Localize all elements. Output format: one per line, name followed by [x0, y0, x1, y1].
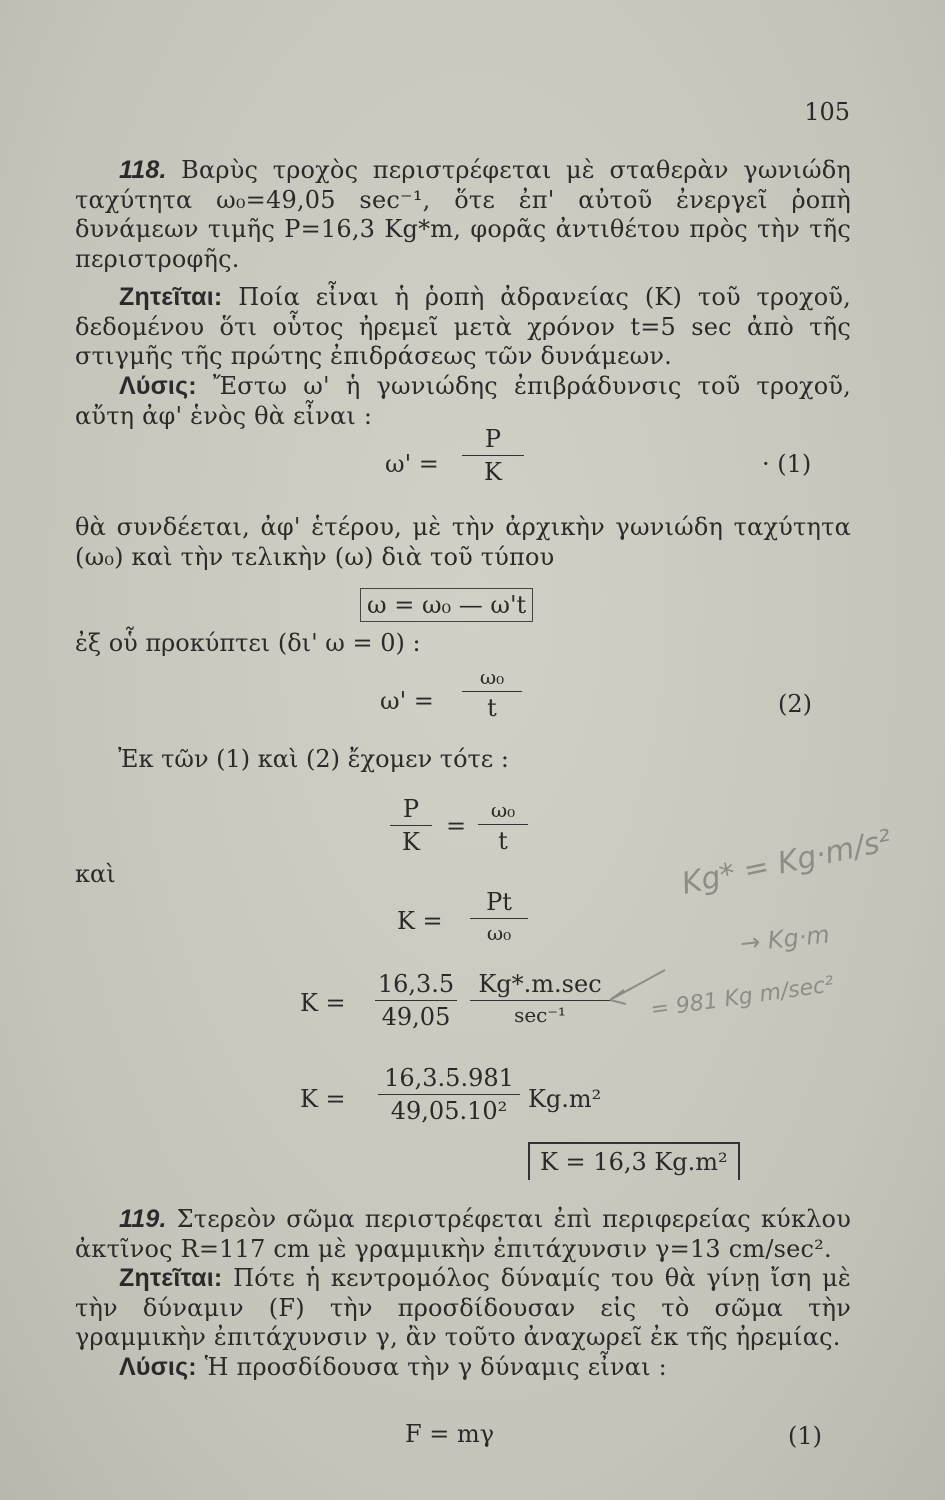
eq3-fraction-left — [390, 795, 432, 856]
pencil-note-2: → Kg·m — [738, 920, 831, 958]
eq2-fraction — [462, 665, 522, 722]
problem-118-text3: ἐξ οὗ προκύπτει (δι' ω = 0) : — [75, 629, 421, 657]
eq2-lhs: ω' = — [380, 687, 434, 715]
eq1-number: · (1) — [762, 450, 812, 478]
eq3-right-numerator: ω₀ — [490, 798, 516, 822]
eq3-left-denominator: K — [390, 825, 432, 856]
problem-119-sought — [75, 1264, 851, 1353]
solution-label: Λύσις: — [119, 372, 197, 400]
eq6-denominator: 49,05.10² — [378, 1094, 520, 1125]
eq3-equals: = — [446, 812, 467, 840]
eq6-lhs: K = — [300, 1085, 346, 1113]
eq2-number: (2) — [778, 690, 812, 718]
eq4-fraction — [470, 888, 528, 945]
eq1-fraction — [462, 425, 524, 486]
eq1-denominator: K — [462, 455, 524, 486]
eq4-numerator: Pt — [486, 888, 512, 916]
sought-text: Ποία εἶναι ἡ ῥοπὴ ἀδρανείας (K) τοῦ τροχοῦ, δεδομένου ὅτι οὗτος ἠρεμεῖ μετὰ χρόνον t=5 sec ἀπὸ τῆς στιγμῆς τῆς πρώτης ἐπιδράσεως τῶν δυνάμεων. — [75, 283, 851, 370]
pencil-note-1: Kg* = Kg·m/s² — [678, 823, 895, 902]
problem-119-solution — [75, 1353, 851, 1383]
solution-text: Ἔστω ω' ἡ γωνιώδης ἐπιβράδυνσις τοῦ τροχοῦ, αὔτη ἀφ' ἑνὸς θὰ εἶναι : — [75, 372, 851, 430]
eq3-right-denominator: t — [478, 824, 528, 855]
eq6-unit: Kg.m² — [528, 1085, 602, 1113]
eq5-units-numerator: Kg*.m.sec — [478, 970, 602, 998]
eq1-lhs: ω' = — [385, 450, 439, 478]
final-result: K = 16,3 Kg.m² — [528, 1142, 740, 1180]
eq5-numeric-numerator: 16,3.5 — [377, 970, 455, 998]
eq1-numerator: P — [484, 425, 502, 453]
eq-f-mg: F = mγ — [405, 1420, 495, 1448]
pencil-note-3: = 981 Kg m/sec² — [649, 972, 836, 1023]
problem-118-text4: Ἐκ τῶν (1) καὶ (2) ἔχομεν τότε : — [118, 745, 509, 773]
problem-118-solution — [75, 372, 851, 431]
eq5-lhs: K = — [300, 989, 346, 1017]
problem-number: 118. — [119, 156, 167, 184]
eq5-fraction-numeric — [375, 970, 457, 1031]
eq3-left-numerator: P — [402, 795, 420, 823]
pencil-arrow-icon — [600, 960, 670, 1020]
eq6-numerator: 16,3.5.981 — [384, 1064, 514, 1092]
sought-label: Ζητεῖται: — [119, 283, 223, 311]
problem-118-sought — [75, 283, 851, 372]
eq4-lhs: K = — [397, 907, 443, 935]
kai-word: καὶ — [75, 860, 116, 888]
solution-label: Λύσις: — [119, 1353, 197, 1381]
eq2-denominator: t — [462, 691, 522, 722]
sought-label: Ζητεῖται: — [119, 1264, 223, 1292]
eq4-denominator: ω₀ — [470, 918, 528, 945]
eq3-fraction-right — [478, 798, 528, 855]
solution-text: Ἡ προσδίδουσα τὴν γ δύναμις εἶναι : — [196, 1353, 667, 1381]
boxed-equation: ω = ω₀ — ω't — [360, 588, 533, 622]
eq2-numerator: ω₀ — [479, 665, 505, 689]
problem-119-statement — [75, 1205, 851, 1264]
problem-text: Βαρὺς τροχὸς περιστρέφεται μὲ σταθερὰν γωνιώδη ταχύτητα ω₀=49,05 sec⁻¹, ὅτε ἐπ' αὐτοῦ ἐνεργεῖ ῥοπὴ δυνάμεων τιμῆς P=16,3 Kg*m, φορᾶς ἀντιθέτου πρὸς τὴν τῆς περιστροφῆς. — [75, 156, 851, 273]
page-number: 105 — [804, 98, 850, 126]
eq5-numeric-denominator: 49,05 — [375, 1000, 457, 1031]
sought-text: Πότε ἡ κεντρομόλος δύναμίς του θὰ γίνῃ ἴση μὲ τὴν δύναμιν (F) τὴν προσδίδουσαν εἰς τὸ σῶμα τὴν γραμμικὴν ἐπιτάχυνσιν γ, ἂν τοῦτο ἀναχωρεῖ ἐκ τῆς ἠρεμίας. — [75, 1264, 851, 1351]
eq6-fraction — [378, 1064, 520, 1125]
eq5-fraction-units — [470, 970, 610, 1027]
eq5-units-denominator: sec⁻¹ — [470, 1000, 610, 1027]
problem-number: 119. — [119, 1205, 167, 1233]
problem-text: Στερεὸν σῶμα περιστρέφεται ἐπὶ περιφερείας κύκλου ἀκτῖνος R=117 cm μὲ γραμμικὴν ἐπιτάχυνσιν γ=13 cm/sec². — [75, 1205, 851, 1263]
eq-f-number: (1) — [788, 1422, 822, 1450]
problem-118-statement — [75, 156, 851, 274]
problem-118-text2: θὰ συνδέεται, ἀφ' ἑτέρου, μὲ τὴν ἀρχικὴν γωνιώδη ταχύτητα (ω₀) καὶ τὴν τελικὴν (ω) διὰ τοῦ τύπου — [75, 513, 851, 571]
